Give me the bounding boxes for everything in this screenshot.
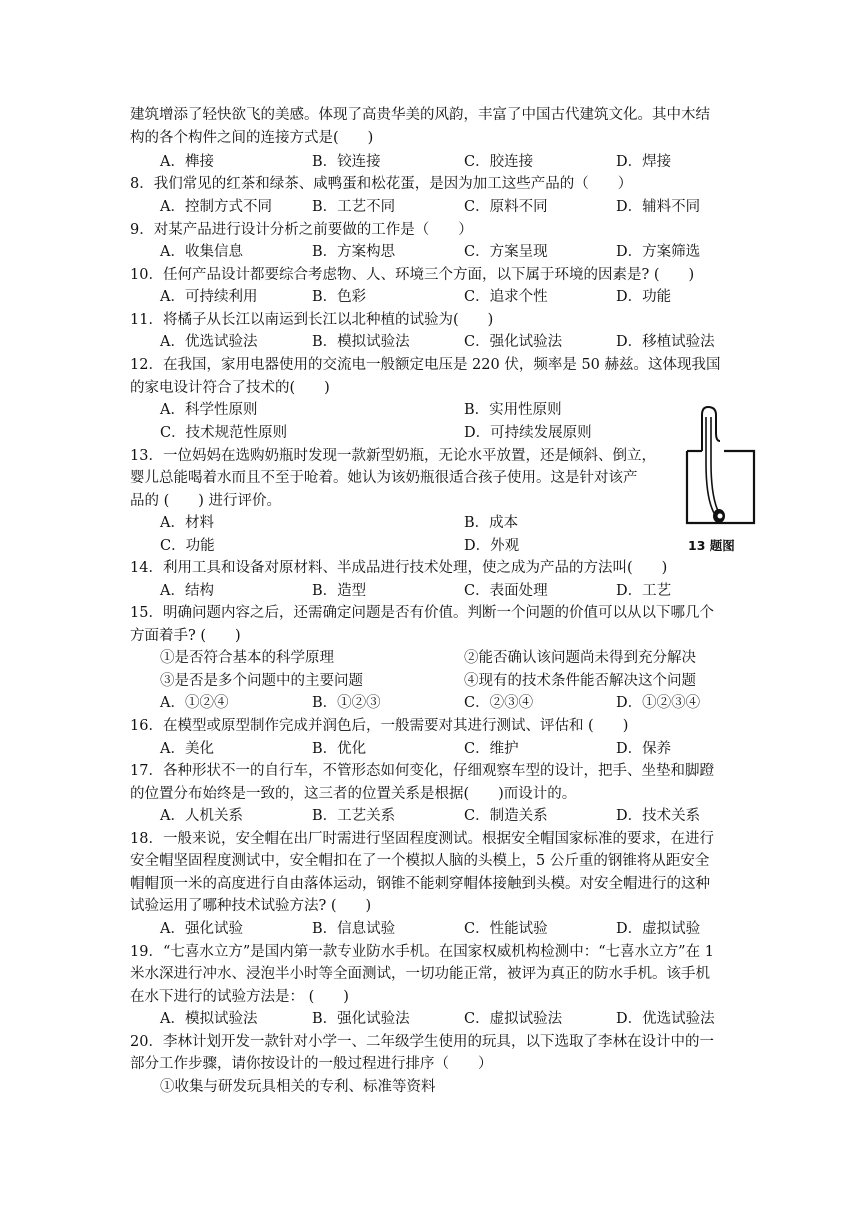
question-19-text: 米水深进行冲水、浸泡半小时等全面测试，一切功能正常，被评为真正的防水手机。该手机 — [130, 966, 710, 982]
question-19-text: 在水下进行的试验方法是： ( ) — [130, 989, 349, 1005]
question-7-text: 建筑增添了轻快欲飞的美感。体现了高贵华美的风韵，丰富了中国古代建筑文化。其中木结 — [130, 107, 710, 123]
option-b[interactable]: B．模拟试验法 — [312, 334, 410, 350]
option-d[interactable]: D．可持续发展原则 — [464, 425, 592, 441]
question-12-text: 的家电设计符合了技术的( ) — [130, 380, 330, 396]
option-d[interactable]: D．①②③④ — [616, 695, 701, 711]
question-13-text: 品的 ( ) 进行评价。 — [130, 493, 282, 509]
option-c[interactable]: C．追求个性 — [464, 289, 548, 305]
question-8-text: 8．我们常见的红茶和绿茶、咸鸭蛋和松花蛋，是因为加工这些产品的（ ） — [130, 176, 633, 192]
statement-3: ③是否是多个问题中的主要问题 — [160, 673, 363, 689]
statement-4: ④现有的技术条件能否解决这个问题 — [464, 673, 696, 689]
option-a[interactable]: A．①②④ — [160, 695, 229, 711]
question-9-text: 9．对某产品进行设计分析之前要做的工作是（ ） — [130, 222, 473, 238]
option-b[interactable]: B．信息试验 — [312, 921, 396, 937]
option-b[interactable]: B．成本 — [464, 515, 519, 531]
option-a[interactable]: A．控制方式不同 — [160, 199, 272, 215]
option-c[interactable]: C．方案呈现 — [464, 244, 548, 260]
option-d[interactable]: D．移植试验法 — [616, 334, 715, 350]
question-20-text: 20．李林计划开发一款针对小学一、二年级学生使用的玩具，以下选取了李林在设计中的一 — [130, 1034, 714, 1050]
option-d[interactable]: D．工艺 — [616, 583, 672, 599]
option-d[interactable]: D．功能 — [616, 289, 672, 305]
option-a[interactable]: A．结构 — [160, 583, 214, 599]
question-18-text: 安全帽坚固程度测试中，安全帽扣在了一个模拟人脑的头模上，5 公斤重的钢锥将从距安全 — [130, 853, 710, 869]
option-b[interactable]: B．实用性原则 — [464, 402, 562, 418]
question-11-text: 11．将橘子从长江以南运到长江以北种植的试验为( ) — [130, 312, 494, 328]
question-17-text: 的位置分布始终是一致的，这三者的位置关系是根据( )而设计的。 — [130, 786, 577, 802]
question-15-text: 方面着手? ( ) — [130, 628, 241, 644]
option-b[interactable]: B．工艺关系 — [312, 808, 396, 824]
option-a[interactable]: A．优选试验法 — [160, 334, 258, 350]
question-18-text: 试验运用了哪种技术试验方法? ( ) — [130, 898, 372, 914]
option-b[interactable]: B．工艺不同 — [312, 199, 396, 215]
question-16-text: 16．在模型或原型制作完成并润色后，一般需要对其进行测试、评估和 ( ) — [130, 718, 629, 734]
figure-caption: 13 题图 — [688, 538, 735, 553]
baby-bottle-diagram — [684, 403, 760, 557]
option-b[interactable]: B．强化试验法 — [312, 1011, 410, 1027]
question-20-step-1: ①收集与研发玩具相关的专利、标准等资料 — [160, 1079, 436, 1095]
option-c[interactable]: C．性能试验 — [464, 921, 548, 937]
option-a[interactable]: A．榫接 — [160, 154, 214, 170]
question-20-text: 部分工作步骤，请你按设计的一般过程进行排序（ ） — [130, 1056, 493, 1072]
option-c[interactable]: C．表面处理 — [464, 583, 548, 599]
statement-2: ②能否确认该问题尚未得到充分解决 — [464, 650, 696, 666]
question-17-text: 17．各种形状不一的自行车，不管形态如何变化，仔细观察车型的设计，把手、坐垫和脚蹬 — [130, 763, 714, 779]
question-18-text: 帽帽顶一米的高度进行自由落体运动，钢锥不能刺穿帽体接触到头模。对安全帽进行的这种 — [130, 876, 710, 892]
option-a[interactable]: A．可持续利用 — [160, 289, 258, 305]
question-14-text: 14．利用工具和设备对原材料、半成品进行技术处理，使之成为产品的方法叫( ) — [130, 560, 668, 576]
option-a[interactable]: A．人机关系 — [160, 808, 243, 824]
question-18-text: 18．一般来说，安全帽在出厂时需进行坚固程度测试。根据安全帽国家标准的要求，在进行 — [130, 831, 714, 847]
option-a[interactable]: A．科学性原则 — [160, 402, 258, 418]
question-10-text: 10．任何产品设计都要综合考虑物、人、环境三个方面，以下属于环境的因素是? ( ) — [130, 267, 695, 283]
question-15-text: 15．明确问题内容之后，还需确定问题是否有价值。判断一个问题的价值可以从以下哪几个 — [130, 605, 714, 621]
option-b[interactable]: B．①②③ — [312, 695, 381, 711]
option-d[interactable]: D．外观 — [464, 538, 520, 554]
option-a[interactable]: A．材料 — [160, 515, 214, 531]
option-d[interactable]: D．保养 — [616, 741, 672, 757]
option-d[interactable]: D．焊接 — [616, 154, 672, 170]
question-13-text: 13．一位妈妈在选购奶瓶时发现一款新型奶瓶，无论水平放置，还是倾斜、倒立， — [130, 448, 656, 464]
statement-1: ①是否符合基本的科学原理 — [160, 650, 334, 666]
question-13-figure — [684, 403, 760, 557]
option-b[interactable]: B．造型 — [312, 583, 367, 599]
option-d[interactable]: D．辅料不同 — [616, 199, 701, 215]
option-d[interactable]: D．方案筛选 — [616, 244, 701, 260]
option-c[interactable]: C．虚拟试验法 — [464, 1011, 563, 1027]
question-7-text: 构的各个构件之间的连接方式是( ) — [130, 130, 374, 146]
option-a[interactable]: A．强化试验 — [160, 921, 243, 937]
option-b[interactable]: B．优化 — [312, 741, 367, 757]
option-c[interactable]: C．原料不同 — [464, 199, 548, 215]
option-a[interactable]: A．收集信息 — [160, 244, 243, 260]
option-c[interactable]: C．②③④ — [464, 695, 534, 711]
question-19-text: 19．“七喜水立方”是国内第一款专业防水手机。在国家权威机构检测中：“七喜水立方”在 1 — [130, 944, 714, 960]
option-a[interactable]: A．美化 — [160, 741, 214, 757]
option-c[interactable]: C．强化试验法 — [464, 334, 563, 350]
question-12-text: 12．在我国，家用电器使用的交流电一般额定电压是 220 伏，频率是 50 赫兹。这体现我国 — [130, 357, 721, 373]
option-a[interactable]: A．模拟试验法 — [160, 1011, 258, 1027]
option-c[interactable]: C．维护 — [464, 741, 519, 757]
option-b[interactable]: B．铰连接 — [312, 154, 381, 170]
option-b[interactable]: B．色彩 — [312, 289, 367, 305]
option-d[interactable]: D．优选试验法 — [616, 1011, 715, 1027]
option-c[interactable]: C．胶连接 — [464, 154, 534, 170]
option-c[interactable]: C．制造关系 — [464, 808, 548, 824]
option-c[interactable]: C．技术规范性原则 — [160, 425, 288, 441]
question-13-text: 婴儿总能喝着水而且不至于呛着。她认为该奶瓶很适合孩子使用。这是针对该产 — [130, 470, 638, 486]
option-b[interactable]: B．方案构思 — [312, 244, 396, 260]
option-d[interactable]: D．技术关系 — [616, 808, 701, 824]
option-c[interactable]: C．功能 — [160, 538, 215, 554]
option-d[interactable]: D．虚拟试验 — [616, 921, 701, 937]
